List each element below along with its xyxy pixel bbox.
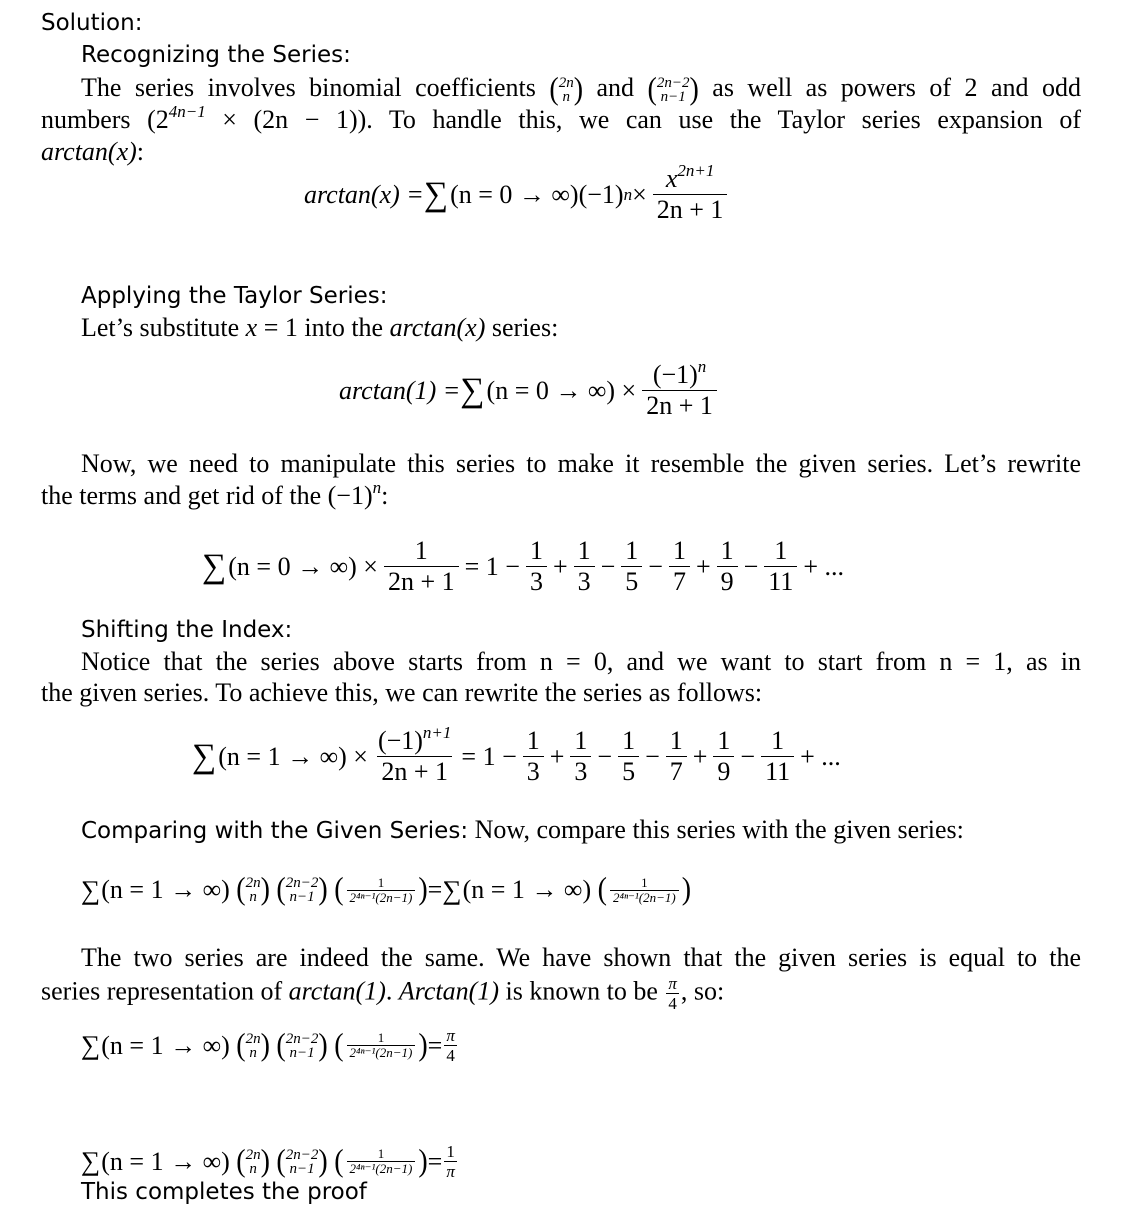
paragraph-line: Now, we need to manipulate this series to make it resemble the given series. Let’s rewrite xyxy=(81,449,1081,478)
binom-top: 2n xyxy=(245,875,261,891)
frac-numerator: 1 xyxy=(641,874,648,890)
frac-denominator: 2⁴ⁿ⁻¹(2n−1) xyxy=(347,890,416,905)
binom-top: 2n−2 xyxy=(285,1146,319,1163)
frac-denominator: 2n + 1 xyxy=(384,566,459,597)
fraction xyxy=(526,536,547,597)
text-run: . xyxy=(385,976,399,1006)
binom-top: 2n−2 xyxy=(285,1030,319,1047)
eq-op: − xyxy=(600,551,616,581)
frac-denominator: 2⁴ⁿ⁻¹(2n−1) xyxy=(347,1045,416,1060)
fraction xyxy=(653,161,728,225)
frac-numerator: x xyxy=(665,164,678,193)
frac-denominator: 9 xyxy=(717,566,738,597)
fraction xyxy=(642,357,717,421)
binom-bottom: n−1 xyxy=(289,1160,315,1177)
fraction-pi-over-4 xyxy=(666,974,679,1013)
sum-symbol: ∑ xyxy=(81,1030,101,1060)
equation-arctan-series: arctan(x) = ∑ (n = 0 → ∞)(−1) n × $\frac{x^{2n+1}}{2n + 1}$ xyxy=(304,164,733,225)
frac-denominator: 2n + 1 xyxy=(377,756,452,787)
text-run: series: xyxy=(485,313,559,342)
paragraph-line: Notice that the series above starts from n = 0, and we want to start from n = 1, as in xyxy=(81,647,1081,676)
binomial-2n-n: ( 2n n ) xyxy=(236,1027,270,1063)
eq-op: + xyxy=(695,551,711,581)
paragraph-line xyxy=(81,312,558,344)
solution-heading: Solution: xyxy=(41,10,143,36)
binom-bottom: n xyxy=(249,1160,257,1177)
fraction xyxy=(523,726,544,787)
eq-op: − xyxy=(597,741,613,771)
frac-denominator: 11 xyxy=(761,756,794,787)
paragraph-line xyxy=(41,104,1081,136)
superscript: n+1 xyxy=(422,723,452,742)
section-title-recognizing: Recognizing the Series: xyxy=(81,42,351,68)
frac-denominator: 5 xyxy=(618,756,639,787)
eq-op: + ... xyxy=(803,551,845,581)
text-run: The series involves binomial coefficients xyxy=(81,73,550,102)
frac-numerator: 1 xyxy=(377,1146,385,1161)
text-run: , so: xyxy=(680,976,725,1006)
eq-op: − xyxy=(740,741,756,771)
eq-op: = xyxy=(427,875,443,904)
frac-numerator: 1 xyxy=(717,726,731,755)
eq-op: − xyxy=(648,551,663,581)
paren-fraction: ( $\frac{1}{\text{2⁴ⁿ⁻¹(2n−1)}}$ ) xyxy=(597,871,692,908)
frac-denominator: 4 xyxy=(446,1046,455,1065)
paragraph-line xyxy=(41,480,388,512)
frac-denominator: 3 xyxy=(574,566,595,597)
binom-top: 2n xyxy=(245,1030,261,1047)
frac-numerator: 1 xyxy=(377,1030,385,1045)
paragraph-line: The two series are indeed the same. We have shown that the given series is equal to the xyxy=(81,943,1081,972)
function-name: arctan(x) xyxy=(389,313,486,342)
binomial-2n-n: ( 2n n ) xyxy=(236,871,270,908)
equation-shifted xyxy=(192,723,841,787)
binom-bottom: n xyxy=(249,1044,257,1061)
binomial-2n2-n1: ( 2n−2 n−1 ) xyxy=(276,871,328,908)
frac-numerator: 1 xyxy=(446,1142,455,1161)
binomial-2n2-n1: ( 2n−2 n−1 ) xyxy=(647,71,699,108)
frac-denominator: 2⁴ⁿ⁻¹(2n−1) xyxy=(610,890,679,905)
text-run: is known to be xyxy=(498,976,665,1006)
function-name: arctan(x) xyxy=(41,137,137,166)
frac-numerator: 1 xyxy=(774,536,788,565)
sum-symbol: ∑ xyxy=(423,175,449,213)
frac-numerator: 1 xyxy=(377,874,385,890)
paragraph-line xyxy=(41,974,724,1013)
fraction xyxy=(713,726,734,787)
paren-fraction: ( $\frac{1}{\text{2⁴ⁿ⁻¹(2n−1)}}$ ) xyxy=(334,1027,428,1063)
binomial-2n-n: ( 2n n ) xyxy=(236,1143,270,1179)
text-run: series representation of xyxy=(41,976,289,1006)
binom-bottom: n−1 xyxy=(289,889,315,905)
frac-numerator: 1 xyxy=(577,536,591,565)
binom-bottom: n−1 xyxy=(660,89,686,106)
text-run: Now, compare this series with the given series: xyxy=(468,815,964,844)
frac-numerator: 1 xyxy=(414,536,428,565)
eq-range: (n = 1 → ∞) xyxy=(101,875,230,904)
eq-lhs: arctan(1) = xyxy=(339,375,461,405)
section-title-shifting: Shifting the Index: xyxy=(81,617,293,643)
frac-numerator: (−1) xyxy=(377,726,423,755)
closing-line: This completes the proof xyxy=(81,1179,367,1205)
binom-top: 2n xyxy=(558,75,574,92)
binomial-2n2-n1: ( 2n−2 n−1 ) xyxy=(276,1143,328,1179)
variable: x xyxy=(245,313,258,342)
binomial-2n2-n1: ( 2n−2 n−1 ) xyxy=(276,1027,328,1063)
eq-body: (n = 0 → ∞)(−1) xyxy=(450,179,624,209)
fraction xyxy=(669,536,690,597)
eq-range: (n = 1 → ∞) xyxy=(462,875,592,904)
frac-denominator: 9 xyxy=(713,756,734,787)
equation-result-pi-over-4 xyxy=(81,1026,459,1065)
binom-top: 2n xyxy=(245,1146,261,1163)
text-run: and xyxy=(583,73,648,102)
paren-fraction: ( $\frac{1}{\text{2⁴ⁿ⁻¹(2n−1)}}$ ) xyxy=(334,871,428,908)
sum-symbol: ∑ xyxy=(442,874,462,905)
fraction xyxy=(666,726,687,787)
fraction xyxy=(374,723,455,787)
binomial-2n-n: ( 2n n ) xyxy=(549,71,584,108)
sum-symbol: ∑ xyxy=(192,737,217,775)
sum-symbol: ∑ xyxy=(81,1146,101,1176)
equation-alternating xyxy=(202,536,844,597)
eq-op: = xyxy=(427,1146,443,1176)
frac-numerator: 1 xyxy=(669,726,683,755)
superscript: n xyxy=(697,357,707,376)
superscript: 2n+1 xyxy=(677,161,715,180)
frac-numerator: 1 xyxy=(622,726,636,755)
fraction xyxy=(618,726,639,787)
frac-numerator: 1 xyxy=(720,536,734,565)
paragraph-line xyxy=(81,814,964,850)
eq-range: (n = 1 → ∞) xyxy=(101,1146,230,1176)
frac-numerator: π xyxy=(446,1026,455,1045)
superscript: 4n−1 xyxy=(168,102,206,121)
function-name: arctan(1) xyxy=(288,976,386,1006)
binom-top: 2n−2 xyxy=(656,75,690,92)
fraction xyxy=(570,726,591,787)
fraction xyxy=(444,1026,457,1065)
fraction xyxy=(764,536,797,597)
eq-op: − xyxy=(743,551,759,581)
frac-numerator: 1 xyxy=(771,726,785,755)
fraction xyxy=(621,536,642,597)
eq-range: (n = 1 → ∞) xyxy=(101,1030,230,1060)
frac-denominator: 7 xyxy=(666,756,687,787)
frac-denominator: 3 xyxy=(570,756,591,787)
eq-lhs: arctan(x) = xyxy=(304,179,424,209)
eq-body: (n = 1 → ∞) × xyxy=(218,741,368,771)
text-run: Let’s substitute xyxy=(81,313,246,342)
frac-numerator: 1 xyxy=(574,726,588,755)
sum-symbol: ∑ xyxy=(460,371,485,409)
eq-op: + xyxy=(552,551,568,581)
eq-body: (n = 0 → ∞) × xyxy=(486,375,637,405)
equation-arctan-1 xyxy=(339,357,723,421)
frac-numerator: 1 xyxy=(526,726,540,755)
eq-op: = 1 − xyxy=(464,551,520,581)
frac-numerator: 1 xyxy=(672,536,686,565)
frac-numerator: 1 xyxy=(529,536,543,565)
fraction xyxy=(574,536,595,597)
section-title-applying: Applying the Taylor Series: xyxy=(81,283,388,309)
frac-numerator: π xyxy=(668,974,677,993)
section-title-comparing: Comparing with the Given Series: xyxy=(81,818,469,844)
frac-denominator: π xyxy=(446,1162,455,1181)
eq-op: = 1 − xyxy=(461,741,517,771)
text-run: : xyxy=(381,481,389,510)
function-name: Arctan(1) xyxy=(398,976,499,1006)
binom-bottom: n xyxy=(562,89,570,106)
frac-denominator: 4 xyxy=(668,994,677,1013)
sum-symbol: ∑ xyxy=(81,874,101,905)
binom-bottom: n−1 xyxy=(289,1044,315,1061)
fraction xyxy=(717,536,738,597)
fraction xyxy=(444,1142,457,1181)
eq-op: × xyxy=(632,179,647,209)
eq-op: − xyxy=(645,741,660,771)
eq-op: + xyxy=(549,741,565,771)
binom-bottom: n xyxy=(249,889,257,905)
frac-denominator: 2n + 1 xyxy=(653,194,728,225)
paragraph-line xyxy=(41,136,144,168)
equation-compare xyxy=(81,871,692,908)
frac-denominator: 7 xyxy=(669,566,690,597)
binom-top: 2n−2 xyxy=(285,875,319,891)
paren-fraction: ( $\frac{1}{\text{2⁴ⁿ⁻¹(2n−1)}}$ ) xyxy=(334,1143,428,1179)
eq-body: (n = 0 → ∞) × xyxy=(228,551,378,581)
superscript: n xyxy=(372,478,382,497)
frac-denominator: 3 xyxy=(526,566,547,597)
fraction xyxy=(384,536,459,597)
eq-op: + xyxy=(692,741,708,771)
frac-numerator: (−1) xyxy=(652,360,698,389)
sum-symbol: ∑ xyxy=(202,547,227,585)
text-run: × (2n − 1)). To handle this, we can use the Taylor series expansion of xyxy=(205,105,1081,134)
frac-denominator: 3 xyxy=(523,756,544,787)
eq-op: = xyxy=(427,1030,443,1060)
frac-denominator: 2n + 1 xyxy=(642,390,717,421)
frac-denominator: 11 xyxy=(764,566,797,597)
frac-denominator: 5 xyxy=(621,566,642,597)
eq-op: + ... xyxy=(800,741,841,771)
frac-denominator: 2⁴ⁿ⁻¹(2n−1) xyxy=(347,1161,416,1176)
text-run: = 1 into the xyxy=(257,313,390,342)
paragraph-line: the given series. To achieve this, we can rewrite the series as follows: xyxy=(41,678,763,707)
text-run: the terms and get rid of the (−1) xyxy=(41,481,373,510)
text-run: as well as powers of 2 and odd xyxy=(698,73,1081,102)
frac-numerator: 1 xyxy=(625,536,639,565)
text-run: : xyxy=(136,137,145,166)
text-run: numbers (2 xyxy=(41,105,169,134)
fraction xyxy=(761,726,794,787)
paragraph-line xyxy=(81,72,1081,106)
